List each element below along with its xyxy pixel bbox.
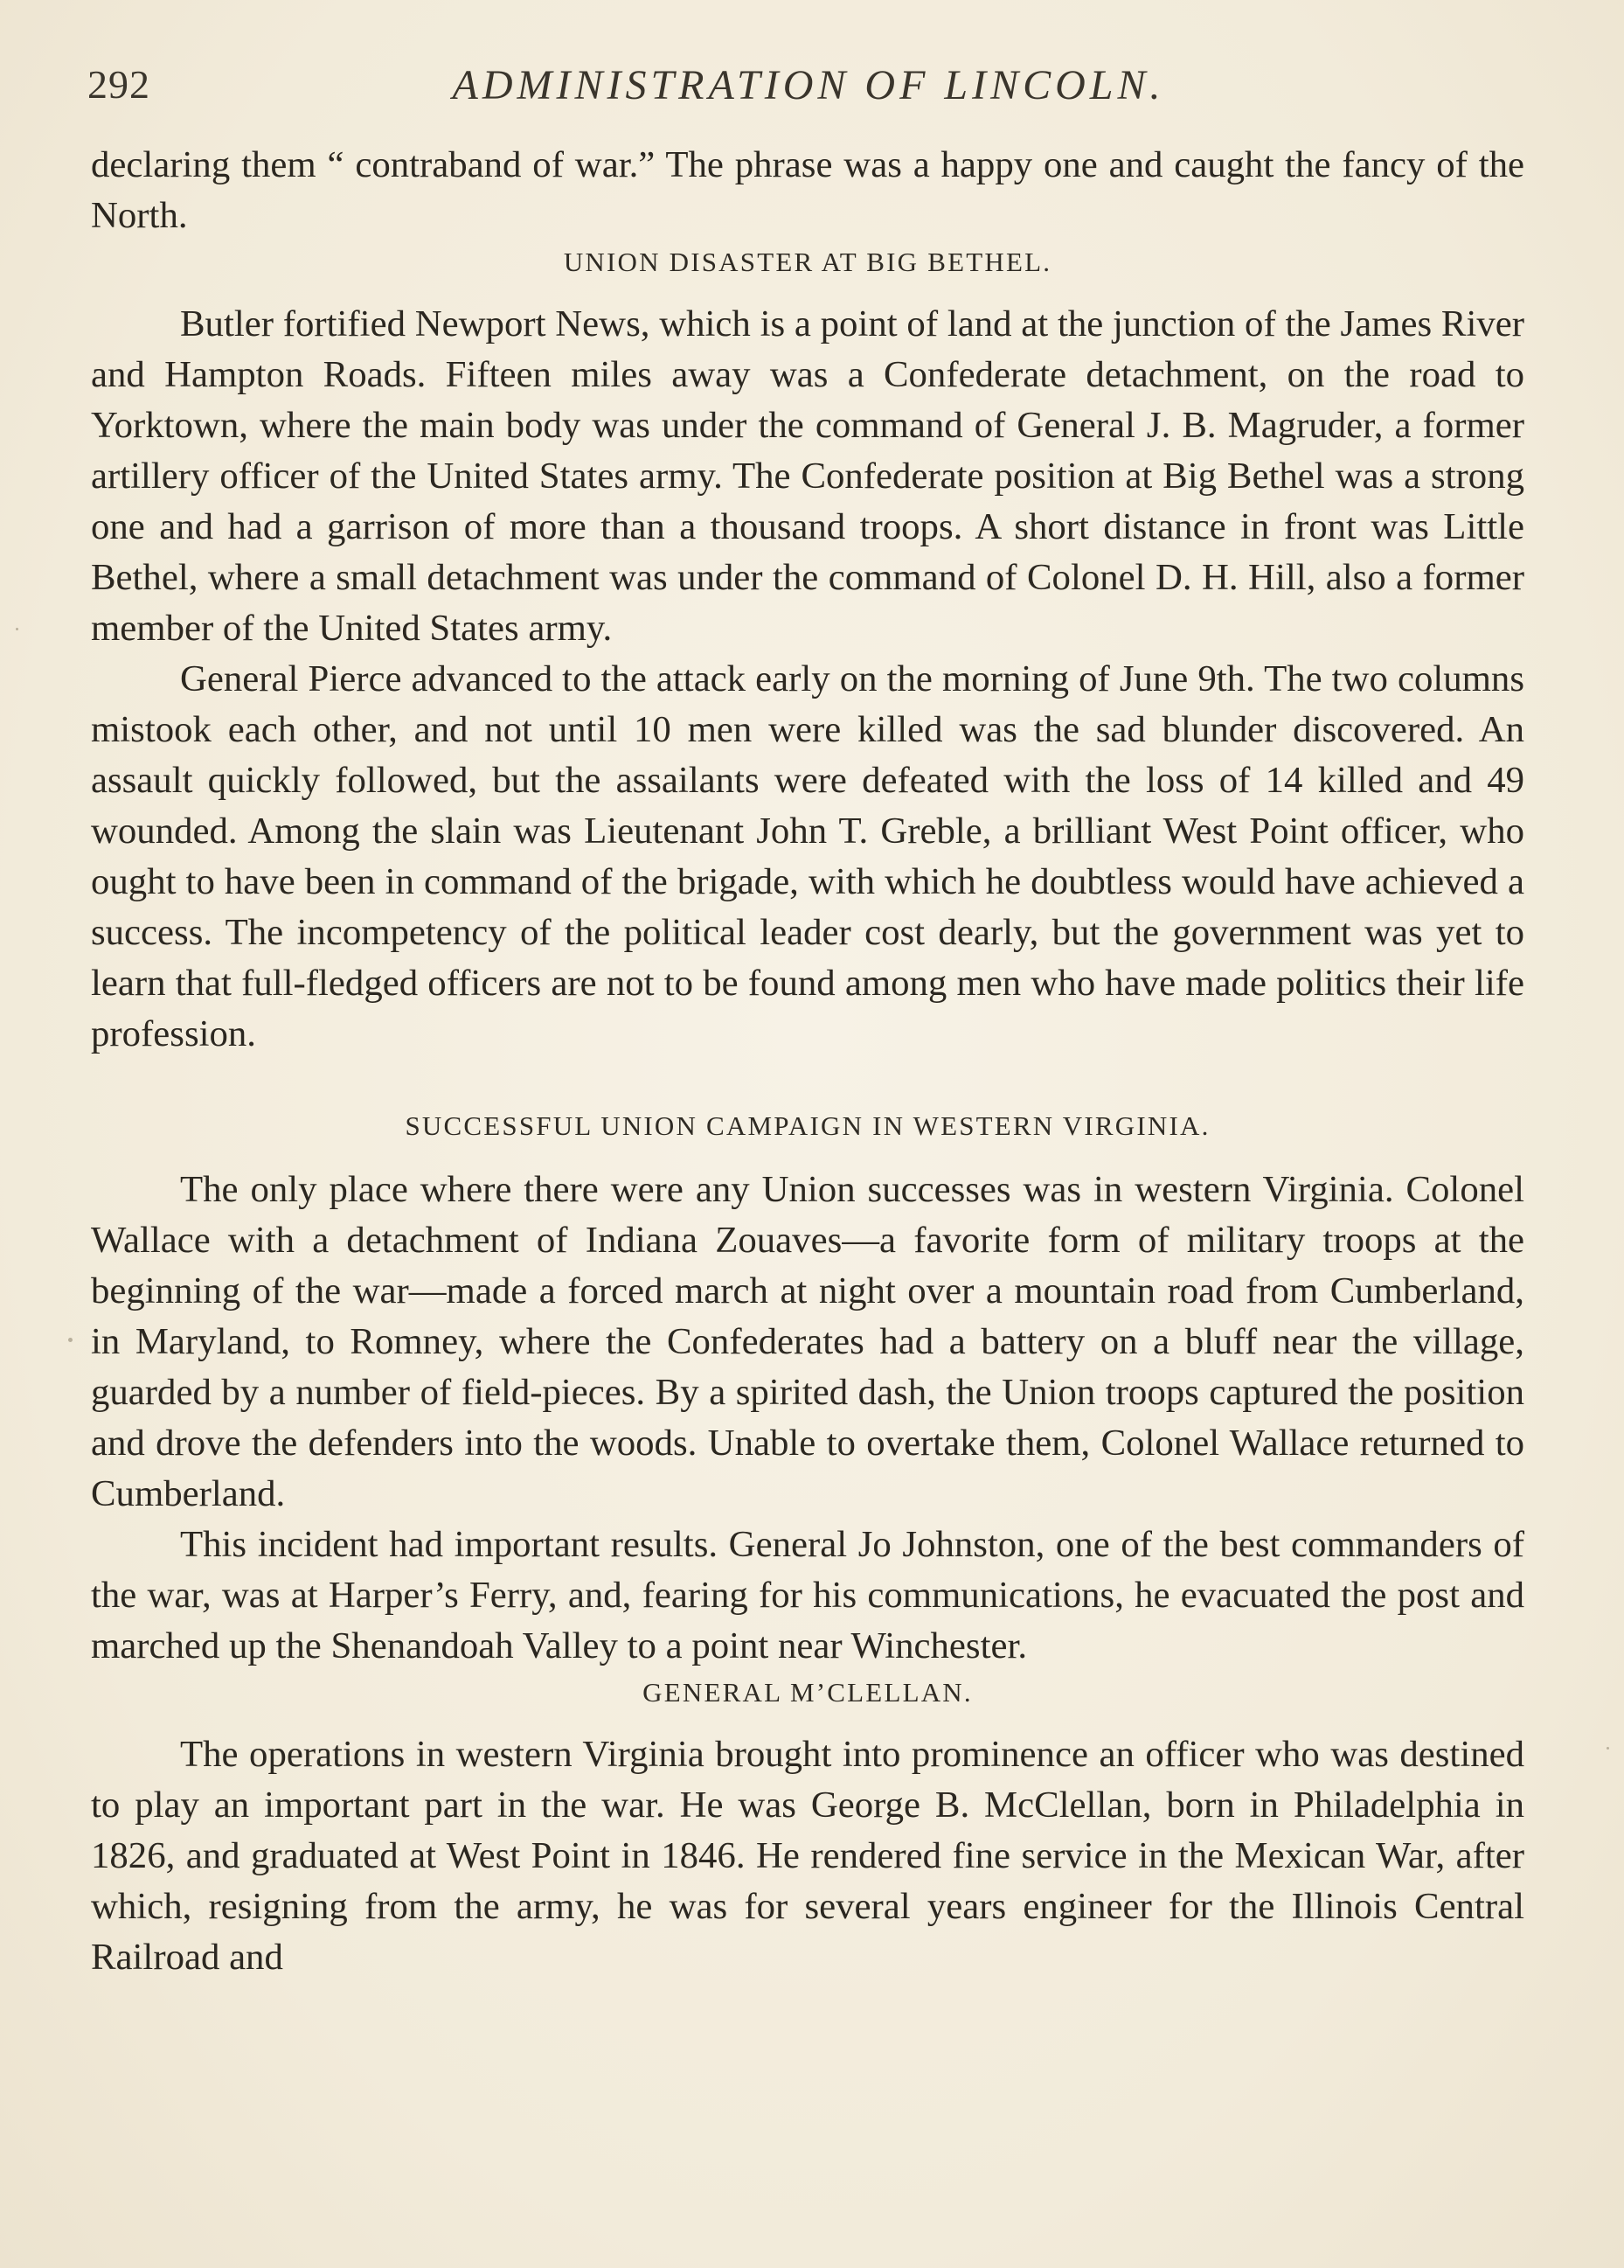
ink-speck <box>16 628 18 630</box>
page-header <box>87 61 1530 122</box>
paragraph-butler: Butler fortified Newport News, which is a point of land at the junction of the James River and Hampton Roads. Fifteen miles away was a Confederate detachment, on the road to Yorktown, where the main body was under the command of General J. B. Magruder, a former artillery officer of the United States army. The Confederate position at Big Bethel was a strong one and had a garrison of more than a thousand troops. A short distance in front was Little Bethel, where a small detachment was under the command of Colonel D. H. Hill, also a former member of the United States army. <box>91 303 1524 649</box>
paragraph-mcclellan: The operations in western Virginia brought into prominence an officer who was destined to play an important part in the war. He was George B. McClellan, born in Philadelphia in 1826, and graduated at West Point in 1846. He rendered fine service in the Mexican War, after which, resigning from the army, he was for several years engineer for the Illinois Central Railroad and <box>91 1734 1524 1978</box>
ink-speck <box>68 1338 73 1342</box>
paragraph-pierce: General Pierce advanced to the attack early on the morning of June 9th. The two columns mistook each other, and not until 10 men were killed was the sad blunder discovered. An assault quickly followed, but the assailants were defeated with the loss of 14 killed and 49 wounded. Among the slain was Lieutenant John T. Greble, a brilliant West Point officer, who ought to have been in command of the brigade, with which he doubtless would have achieved a success. The incompetency of the political leader cost dearly, but the government was yet to learn that full-fledged officers are not to be found among men who have made politics their life profession. <box>91 658 1524 1054</box>
heading-western-virginia: SUCCESSFUL UNION CAMPAIGN IN WESTERN VIRGINIA. <box>405 1110 1211 1141</box>
ink-speck <box>1607 1747 1609 1750</box>
paragraph-johnston: This incident had important results. General Jo Johnston, one of the best commanders of the war, was at Harper’s Ferry, and, fearing for his communications, he evacuated the post and marched up the Shenandoah Valley to a point near Winchester. <box>91 1524 1524 1666</box>
heading-mcclellan: GENERAL M’CLELLAN. <box>642 1677 973 1708</box>
page-body <box>91 140 1524 1983</box>
paragraph-wallace: The only place where there were any Union successes was in western Virginia. Colonel Wallace with a detachment of Indiana Zouaves—a favorite form of military troops at the beginning of the war—made a forced march at night over a mountain road from Cumberland, in Maryland, to Romney, where the Confederates had a battery on a bluff near the village, guarded by a number of field-pieces. By a spirited dash, the Union troops captured the position and drove the defenders into the woods. Unable to overtake them, Colonel Wallace returned to Cumberland. <box>91 1169 1524 1514</box>
running-head: ADMINISTRATION OF LINCOLN. <box>452 62 1165 108</box>
paragraph-intro: declaring them “ contraband of war.” The phrase was a happy one and caught the fancy of the North. <box>91 144 1524 236</box>
page-number: 292 <box>87 62 150 107</box>
heading-big-bethel: UNION DISASTER AT BIG BETHEL. <box>563 247 1052 277</box>
